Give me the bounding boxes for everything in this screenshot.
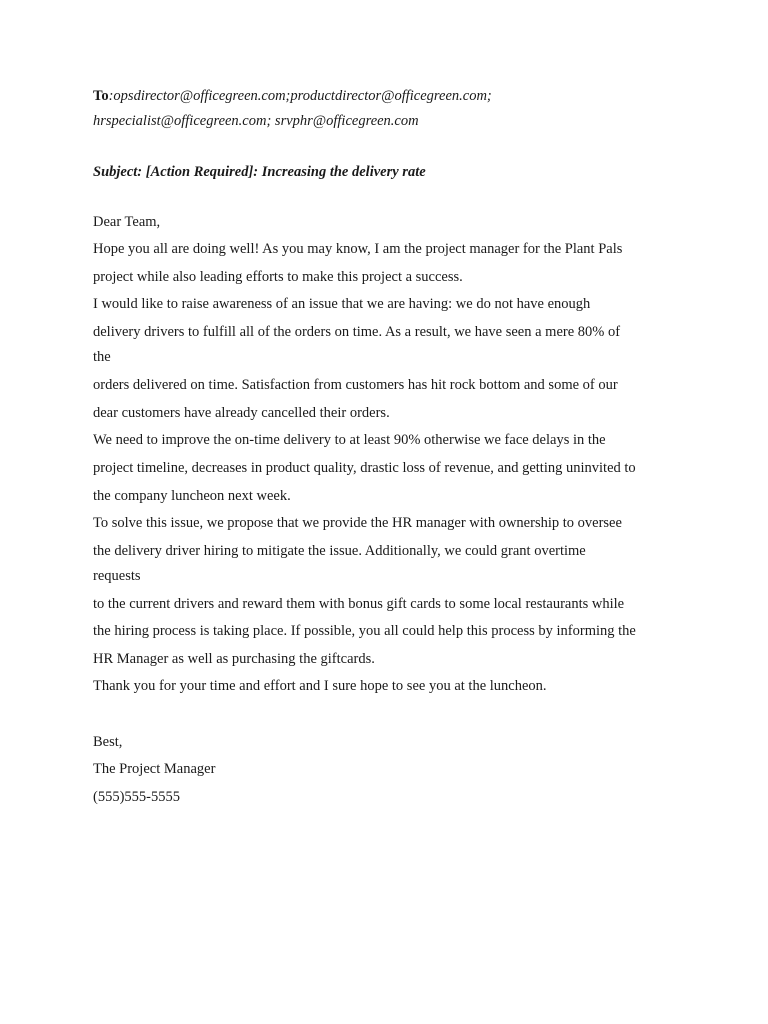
body-line: project timeline, decreases in product quality, drastic loss of revenue, and getting uninvited to [93,460,636,476]
to-line-1 [93,87,492,105]
body-line: requests [93,568,141,584]
signature-name: The Project Manager [93,761,216,777]
body-line: I would like to raise awareness of an issue that we are having: we do not have enough [93,296,591,312]
to-line-2: hrspecialist@officegreen.com; srvphr@officegreen.com [93,113,419,129]
body-line: delivery drivers to fulfill all of the orders on time. As a result, we have seen a mere 80% of [93,324,621,340]
body-line: the company luncheon next week. [93,488,291,504]
to-label: To [93,88,109,104]
body-line: the [93,349,111,365]
body-line: dear customers have already cancelled their orders. [93,405,390,421]
body-line: HR Manager as well as purchasing the giftcards. [93,651,375,667]
body-line: project while also leading efforts to make this project a success. [93,269,463,285]
body-line: orders delivered on time. Satisfaction from customers has hit rock bottom and some of our [93,377,618,393]
signature-phone: (555)555-5555 [93,789,180,805]
body-line: Hope you all are doing well! As you may know, I am the project manager for the Plant Pals [93,241,623,257]
closing: Best, [93,734,123,750]
greeting: Dear Team, [93,214,161,230]
body-line: to the current drivers and reward them with bonus gift cards to some local restaurants while [93,596,625,612]
body-line: the delivery driver hiring to mitigate the issue. Additionally, we could grant overtime [93,543,586,559]
to-recipients-1: :opsdirector@officegreen.com;productdirector@officegreen.com; [108,88,492,104]
body-line: Thank you for your time and effort and I sure hope to see you at the luncheon. [93,678,547,694]
subject-line: Subject: [Action Required]: Increasing the delivery rate [93,164,426,180]
body-line: To solve this issue, we propose that we provide the HR manager with ownership to oversee [93,515,622,531]
body-line: the hiring process is taking place. If possible, you all could help this process by informing the [93,623,636,639]
body-line: We need to improve the on-time delivery to at least 90% otherwise we face delays in the [93,432,606,448]
